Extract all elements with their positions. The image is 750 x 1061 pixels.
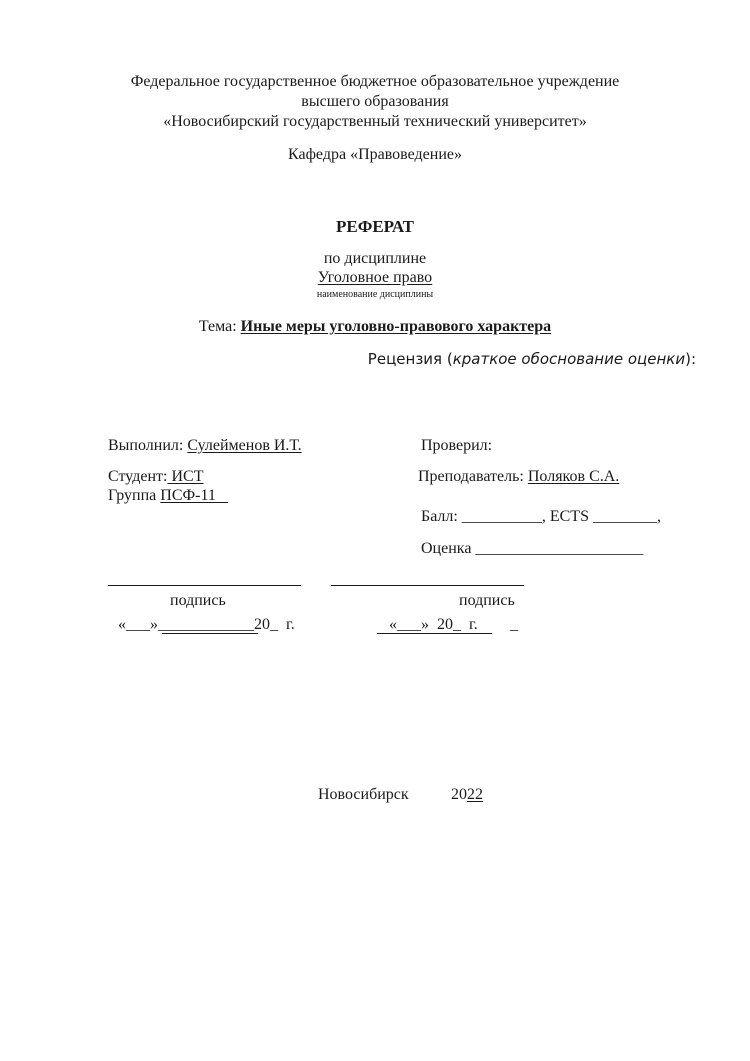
discipline-caption: наименование дисциплины <box>316 289 434 300</box>
date-left-underline <box>162 633 258 634</box>
doc-type-heading: РЕФЕРАТ <box>336 217 414 236</box>
footer-city: Новосибирск <box>318 786 409 803</box>
group-value: ПСФ-11 <box>160 487 228 504</box>
footer-year <box>451 786 483 804</box>
date-right-trailing: _ <box>510 616 518 633</box>
signature-line-right <box>331 585 524 586</box>
topic-label: Тема: <box>198 318 241 335</box>
performed-label: Выполнил: <box>108 437 188 454</box>
topic-line <box>0 318 750 336</box>
teacher-line <box>418 468 619 486</box>
signature-caption-right: подпись <box>459 592 515 609</box>
group-line <box>108 487 228 505</box>
year-suffix: 22 <box>467 786 483 803</box>
group-label: Группа <box>108 487 161 504</box>
teacher-label: Преподаватель: <box>418 468 528 485</box>
signature-caption-left: подпись <box>170 592 226 609</box>
student-value: ИСТ <box>167 468 204 485</box>
date-right-underline <box>377 633 492 634</box>
student-label: Студент: <box>108 468 168 485</box>
checked-by-label: Проверил: <box>421 437 493 454</box>
institution-line-1: Федеральное государственное бюджетное образовательное учреждение <box>130 73 620 90</box>
performed-name: Сулейменов И.Т. <box>187 437 302 454</box>
date-left: «___»____________20_ г. <box>118 616 295 633</box>
performed-by <box>108 437 302 455</box>
institution-line-3: «Новосибирский государственный технический университет» <box>163 113 587 130</box>
topic-value: Иные меры уголовно-правового характера <box>240 318 552 335</box>
teacher-name: Поляков С.А. <box>527 468 620 485</box>
student-line <box>108 468 203 486</box>
score-line: Балл: __________, ECTS ________, <box>421 508 661 525</box>
review-end: ): <box>685 350 696 368</box>
discipline-name: Уголовное право <box>317 269 433 286</box>
institution-line-2: высшего образования <box>301 93 449 110</box>
year-prefix: 20 <box>451 786 467 803</box>
grade-line: Оценка _____________________ <box>421 540 644 557</box>
review-line <box>368 350 696 368</box>
date-right: «___» 20_ г. <box>389 616 478 633</box>
signature-line-left <box>108 585 301 586</box>
by-discipline-label: по дисциплине <box>323 250 427 267</box>
review-italic: краткое обоснование оценки <box>452 350 686 368</box>
department: Кафедра «Правоведение» <box>288 146 462 163</box>
review-label: Рецензия ( <box>367 350 453 368</box>
